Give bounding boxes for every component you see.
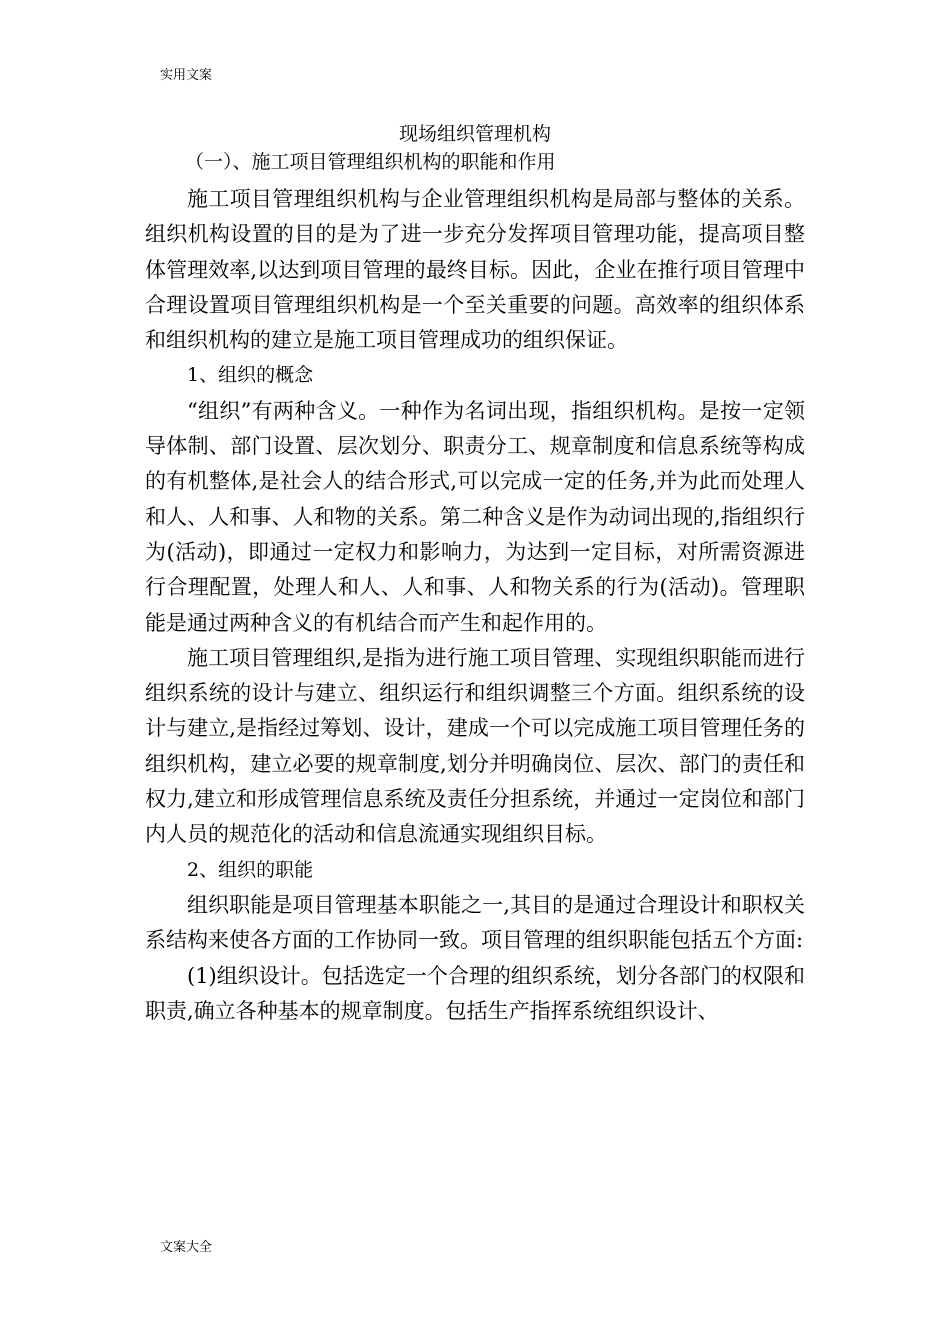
subheading-organization-concept: 1、组织的概念 — [187, 364, 314, 387]
paragraph-intro: 施工项目管理组织机构与企业管理组织机构是局部与整体的关系。组织机构设置的目的是为了进一步充分发挥项目管理功能，提高项目整体管理效率,以达到项目管理的最终目标。因此，企业在推行项目管理中合理设置项目管理组织机构是一个至关重要的问题。高效率的组织体系和组织机构的建立是施工项目管理成功的组织保证。 — [145, 187, 805, 353]
document-body — [145, 120, 805, 1029]
paragraph-functions-intro: 组织职能是项目管理基本职能之一,其目的是通过合理设计和职权关系结构来使各方面的工作协同一致。项目管理的组织职能包括五个方面: — [145, 892, 805, 953]
page-header: 实用文案 — [160, 68, 213, 83]
subheading-organization-functions: 2、组织的职能 — [187, 858, 314, 881]
paragraph-project-organization: 施工项目管理组织,是指为进行施工项目管理、实现组织职能而进行组织系统的设计与建立、组织运行和组织调整三个方面。组织系统的设计与建立,是指经过筹划、设计，建成一个可以完成施工项目管理任务的组织机构，建立必要的规章制度,划分并明确岗位、层次、部门的责任和权力,建立和形成管理信息系统及责任分担系统，并通过一定岗位和部门内人员的规范化的活动和信息流通实现组织目标。 — [145, 645, 805, 847]
document-title: 现场组织管理机构 — [398, 123, 551, 145]
paragraph-organization-meaning: “组织”有两种含义。一种作为名词出现，指组织机构。是按一定领导体制、部门设置、层次划分、职责分工、规章制度和信息系统等构成的有机整体,是社会人的结合形式,可以完成一定的任务,并为此而处理人和人、人和事、人和物的关系。第二种含义是作为动词出现的,指组织行为(活动)，即通过一定权力和影响力，为达到一定目标，对所需资源进行合理配置，处理人和人、人和事、人和物关系的行为(活动)。管理职能是通过两种含义的有机结合而产生和起作用的。 — [145, 398, 805, 635]
page-footer: 文案大全 — [160, 1240, 213, 1255]
paragraph-organization-design: (1)组织设计。包括选定一个合理的组织系统，划分各部门的权限和职责,确立各种基本的规章制度。包括生产指挥系统组织设计、 — [145, 963, 805, 1023]
section-heading: （一）、施工项目管理组织机构的职能和作用 — [185, 151, 556, 173]
